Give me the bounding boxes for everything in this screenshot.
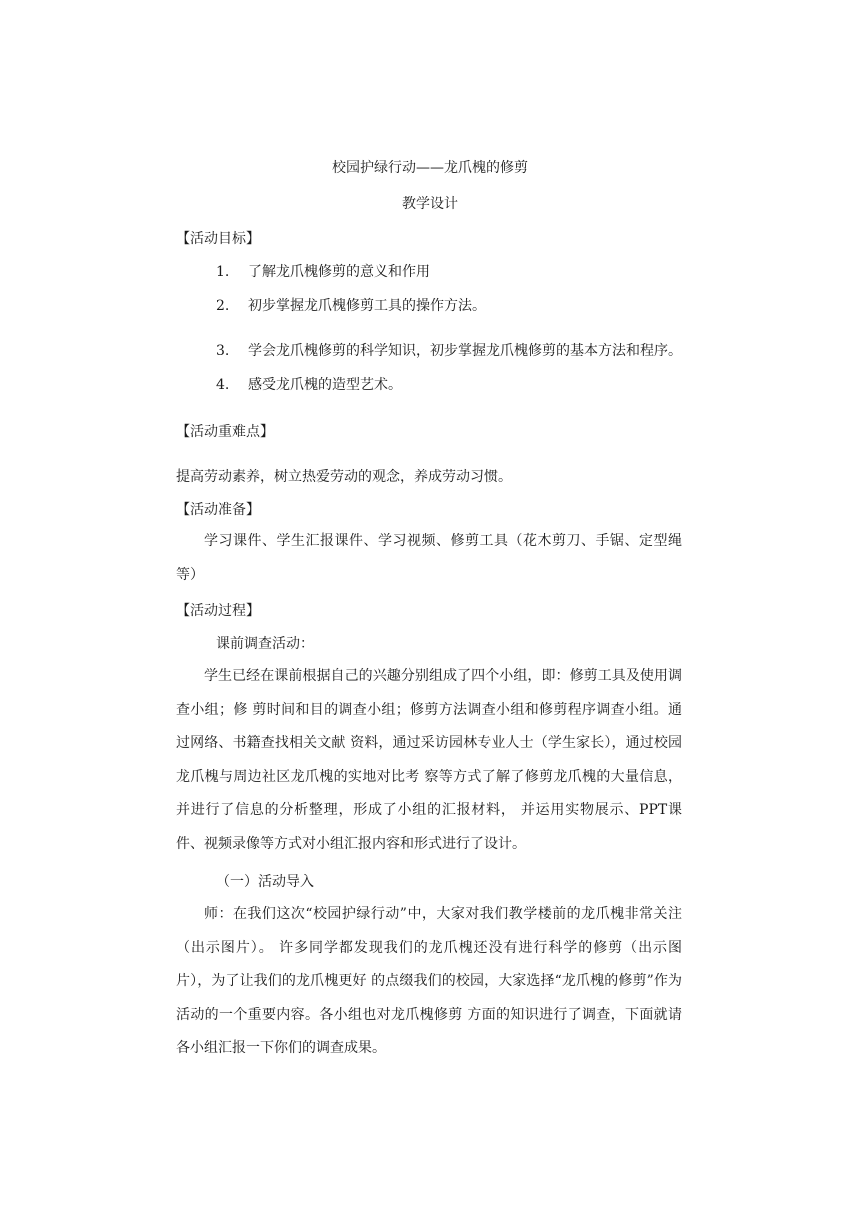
pre-survey-label: 课前调查活动：	[216, 636, 314, 652]
goal-text: 感受龙爪槐的造型艺术。	[248, 377, 402, 393]
intro-text: 师：在我们这次“校园护绿行动”中，大家对我们教学楼前的龙爪槐非常关注（出示图片）。 许多同学都发现我们的龙爪槐还没有进行科学的修剪（出示图片），为了让我们的龙爪槐更好 的点缀我们的校园，大家选择“龙爪槐的修剪”作为活动的一个重要内容。各小组也对龙爪槐修剪 方面的知识进行了调查，下面就请各小组汇报一下你们的调查成果。	[176, 906, 682, 1056]
goal-text: 学会龙爪槐修剪的科学知识，初步掌握龙爪槐修剪的基本方法和程序。	[248, 343, 682, 359]
pre-survey-text: 学生已经在课前根据自己的兴趣分别组成了四个小组，即：修剪工具及使用调查小组；修 剪时间和目的调查小组；修剪方法调查小组和修剪程序调查小组。通过网络、书籍查找相关文献 资料，通过采访园林专业人士（学生家长），通过校园龙爪槐与周边社区龙爪槐的实地对比考 察等方式了解了修剪龙爪槐的大量信息，并进行了信息的分析整理，形成了小组的汇报材料， 并运用实物展示、PPT课件、视频录像等方式对小组汇报内容和形式进行了设计。	[176, 668, 682, 852]
document-title: 校园护绿行动——龙爪槐的修剪	[332, 160, 528, 176]
prep-heading: 【活动准备】	[176, 502, 260, 518]
goal-number: 2.	[216, 298, 230, 314]
document-subtitle: 教学设计	[402, 196, 458, 212]
process-heading: 【活动过程】	[176, 603, 260, 619]
keypoints-heading: 【活动重难点】	[176, 424, 274, 440]
goal-item-1	[216, 262, 430, 282]
goal-text: 了解龙爪槐修剪的意义和作用	[248, 264, 430, 280]
goal-item-3	[216, 341, 682, 361]
goal-text: 初步掌握龙爪槐修剪工具的操作方法。	[248, 298, 486, 314]
intro-heading: （一）活动导入	[216, 874, 314, 890]
goal-number: 4.	[216, 377, 230, 393]
goal-number: 1.	[216, 264, 230, 280]
goal-item-2	[216, 296, 486, 316]
keypoints-text: 提高劳动素养，树立热爱劳动的观念，养成劳动习惯。	[176, 469, 512, 485]
prep-text: 学习课件、学生汇报课件、学习视频、修剪工具（花木剪刀、手锯、定型绳等）	[176, 533, 682, 583]
goal-number: 3.	[216, 343, 230, 359]
goals-heading: 【活动目标】	[176, 231, 260, 247]
goal-item-4	[216, 375, 402, 395]
